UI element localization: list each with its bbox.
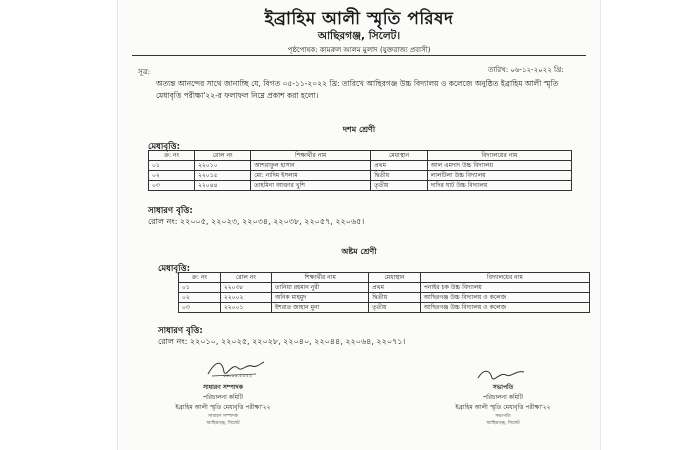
cell-serial: ০২: [149, 171, 195, 181]
right-stamp-line1: সভাপতি: [495, 414, 511, 419]
cell-roll: ২২০০১: [220, 303, 271, 313]
class8-general-label: সাধারণ বৃত্তি:: [158, 326, 203, 336]
cell-student-name: তানিয়া রহমান নুরী: [272, 283, 369, 293]
cell-roll: ২২০১৫: [195, 171, 251, 181]
cell-roll: ২২০৪৪: [195, 181, 251, 191]
cell-roll: ২২০৩৮: [220, 283, 271, 293]
cell-school-name: আছিরগঞ্জ উচ্চ বিদ্যালয় ও কলেজ: [420, 303, 589, 313]
reference-label: সূত্র:: [138, 68, 151, 76]
col-merit-position: মেধাস্থান: [371, 151, 428, 161]
cell-merit-position: প্রথম: [369, 283, 420, 293]
cell-merit-position: দ্বিতীয়: [369, 293, 420, 303]
intro-paragraph: অত্যন্ত আনন্দের সাথে জানাচ্ছি যে, বিগত ০৫-১১-২০২২ খ্রি: তারিখে আছিরগঞ্জ উচ্চ বিদ্যালয় ও কলেজে অনুষ্ঠিত ইব্রাহিম আলী স্মৃতি মেধাবৃত্তি পরীক্ষা'২২-র ফলাফল নিম্নে প্রকাশ করা হলো।: [156, 79, 559, 100]
table-row: [179, 293, 590, 303]
col-school-name: বিদ্যালয়ের নাম: [427, 151, 571, 161]
cell-serial: ০১: [179, 283, 221, 293]
cell-merit-position: প্রথম: [371, 161, 428, 171]
cell-school-name: পনাইর চক উচ্চ বিদ্যালয়: [420, 283, 589, 293]
col-roll: রোল নং: [220, 273, 271, 283]
left-signatory-title: সাধারণ সম্পাদক: [203, 384, 243, 391]
left-signatory-committee: পরিচালনা কমিটি: [203, 394, 243, 401]
class8-general-rolls: রোল নং: ২২০১০, ২২০২৫, ২২০২৮, ২২০৪০, ২২০৪৪, ২২০৬৪, ২২০৭১।: [158, 337, 406, 346]
patron-line: পৃষ্ঠপোষক: কামরুল আলম মুলাদ (যুক্তরাজ্য প্রবাসী): [287, 46, 431, 54]
cell-student-name: ইশরাত জাহান মুনা: [272, 303, 369, 313]
cell-school-name: আছিরগঞ্জ উচ্চ বিদ্যালয় ও কলেজ: [420, 293, 589, 303]
cell-student-name: তাহমিনা আক্তার খুশি: [251, 181, 371, 191]
class8-title: অষ্টম শ্রেণী: [341, 247, 377, 256]
right-signatory-title: সভাপতি: [492, 384, 514, 391]
cell-serial: ০৩: [179, 303, 221, 313]
class10-merit-table: [148, 150, 572, 191]
table-header-row: [149, 151, 572, 161]
class10-title: দশম শ্রেণী: [342, 125, 376, 134]
cell-serial: ০২: [179, 293, 221, 303]
table-row: [149, 171, 572, 181]
right-stamp-line2: আছিরগঞ্জ, সিলেট: [486, 421, 520, 426]
col-student-name: শিক্ষার্থীর নাম: [251, 151, 371, 161]
left-signature-date: ০৬.১২.২০২২: [223, 373, 253, 379]
right-signatory-exam: ইব্রাহিম আলী স্মৃতি মেধাবৃত্তি পরীক্ষা'২২: [455, 404, 551, 411]
left-stamp-line2: আছিরগঞ্জ, সিলেট: [206, 421, 240, 426]
cell-serial: ০৩: [149, 181, 195, 191]
table-row: [149, 181, 572, 191]
org-address: আছিরগঞ্জ, সিলেট।: [317, 30, 401, 42]
document-date: তারিখ: ০৬-১২-২০২২ খ্রি:: [488, 66, 564, 74]
table-row: [179, 283, 590, 293]
cell-merit-position: তৃতীয়: [369, 303, 420, 313]
table-header-row: [179, 273, 590, 283]
class8-merit-table: [178, 272, 590, 313]
cell-school-name: লালটিলা উচ্চ বিদ্যালয়: [427, 171, 571, 181]
table-row: [179, 303, 590, 313]
class8-merit-label: মেধাবৃত্তি:: [158, 264, 191, 274]
cell-student-name: মো: নাদিম ইসলাম: [251, 171, 371, 181]
cell-merit-position: তৃতীয়: [371, 181, 428, 191]
cell-school-name: দাদির ঘাট উচ্চ বিদ্যালয়: [427, 181, 571, 191]
document-sheet: [118, 0, 600, 450]
left-stamp-line1: সাধারণ সম্পাদক: [208, 414, 238, 419]
class10-general-rolls: রোল নং: ২২০০৫, ২২০২৩, ২২০৩৪, ২২০৩৮, ২২০৫৭, ২২০৬৫।: [148, 217, 365, 226]
header-divider: [132, 55, 586, 56]
col-merit-position: মেধাস্থান: [369, 273, 420, 283]
cell-student-name: আশরাফুল হাসান: [251, 161, 371, 171]
cell-roll: ২২০০২: [220, 293, 271, 303]
cell-roll: ২২০১০: [195, 161, 251, 171]
class10-merit-label: মেধাবৃত্তি:: [148, 142, 181, 152]
class10-general-label: সাধারণ বৃত্তি:: [148, 206, 193, 216]
col-serial: ক্র: নং: [179, 273, 221, 283]
right-signatory-committee: পরিচালনা কমিটি: [483, 394, 523, 401]
cell-merit-position: দ্বিতীয়: [371, 171, 428, 181]
col-school-name: বিদ্যালয়ের নাম: [420, 273, 589, 283]
cell-student-name: অনিক মাহমুদ: [272, 293, 369, 303]
cell-school-name: আল এমদাদ উচ্চ বিদ্যালয়: [427, 161, 571, 171]
cell-serial: ০১: [149, 161, 195, 171]
col-serial: ক্র: নং: [149, 151, 195, 161]
table-row: [149, 161, 572, 171]
org-name: ইব্রাহিম আলী স্মৃতি পরিষদ: [264, 9, 454, 29]
col-student-name: শিক্ষার্থীর নাম: [272, 273, 369, 283]
left-signatory-exam: ইব্রাহিম আলী স্মৃতি মেধাবৃত্তি পরীক্ষা'২২: [175, 404, 271, 411]
col-roll: রোল নং: [195, 151, 251, 161]
